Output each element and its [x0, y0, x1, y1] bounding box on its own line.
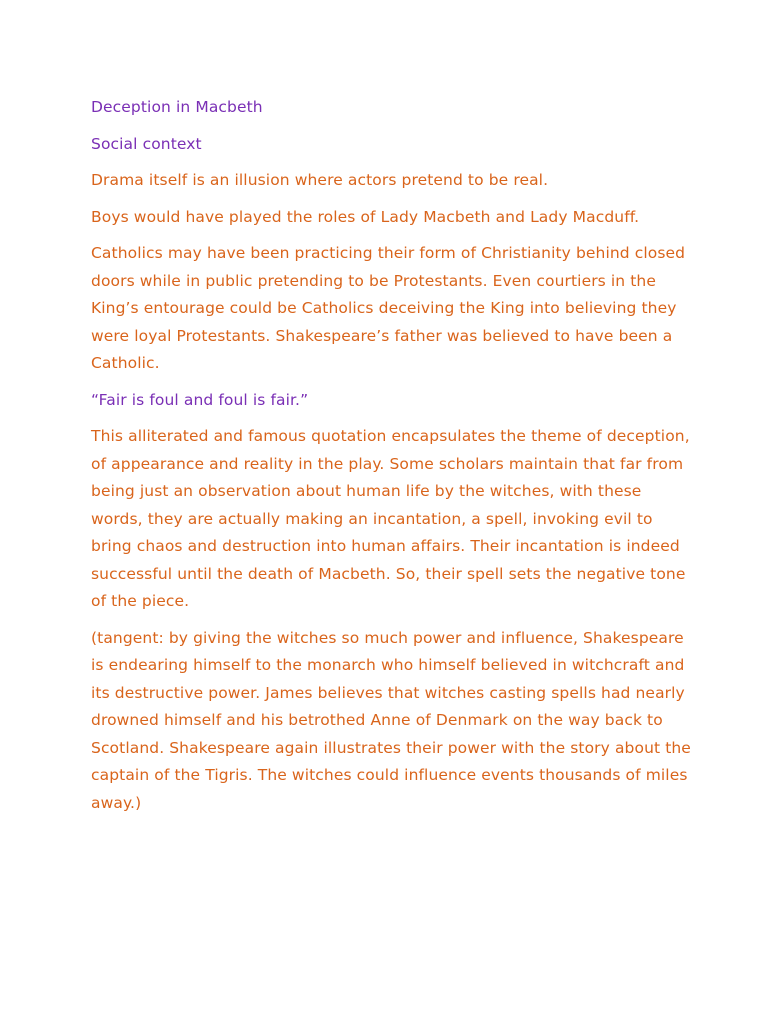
quote-fair-is-foul: “Fair is foul and foul is fair.”	[91, 390, 309, 409]
paragraph-catholics: Catholics may have been practicing their form of Christianity behind closed doors while in public pretending to be Protestants. Even courtiers in the King’s entourage could be Catholics deceiving the King into believing they were loyal Protestants. Shakespeare’s father was believed to have been a Catholic.	[91, 244, 686, 372]
paragraph-drama-illusion: Drama itself is an illusion where actors pretend to be real.	[91, 171, 549, 189]
document-title: Deception in Macbeth	[91, 98, 263, 116]
section-heading-social-context: Social context	[91, 134, 202, 153]
paragraph-quotation-analysis: This alliterated and famous quotation encapsulates the theme of deception, of appearance and reality in the play. Some scholars maintain that far from being just an observation about human life by the witches, with these words, they are actually making an incantation, a spell, invoking evil to bring chaos and destruction into human affairs. Their incantation is indeed successful until the death of Macbeth. So, their spell sets the negative tone of the piece.	[91, 427, 690, 610]
paragraph-boys-roles: Boys would have played the roles of Lady Macbeth and Lady Macduff.	[91, 207, 640, 226]
paragraph-tangent: (tangent: by giving the witches so much power and influence, Shakespeare is endearing himself to the monarch who himself believed in witchcraft and its destructive power. James believes that witches casting spells had nearly drowned himself and his betrothed Anne of Denmark on the way back to Scotland. Shakespeare again illustrates their power with the story about the captain of the Tigris. The witches could influence events thousands of miles away.)	[91, 628, 691, 812]
document-page	[91, 94, 691, 826]
